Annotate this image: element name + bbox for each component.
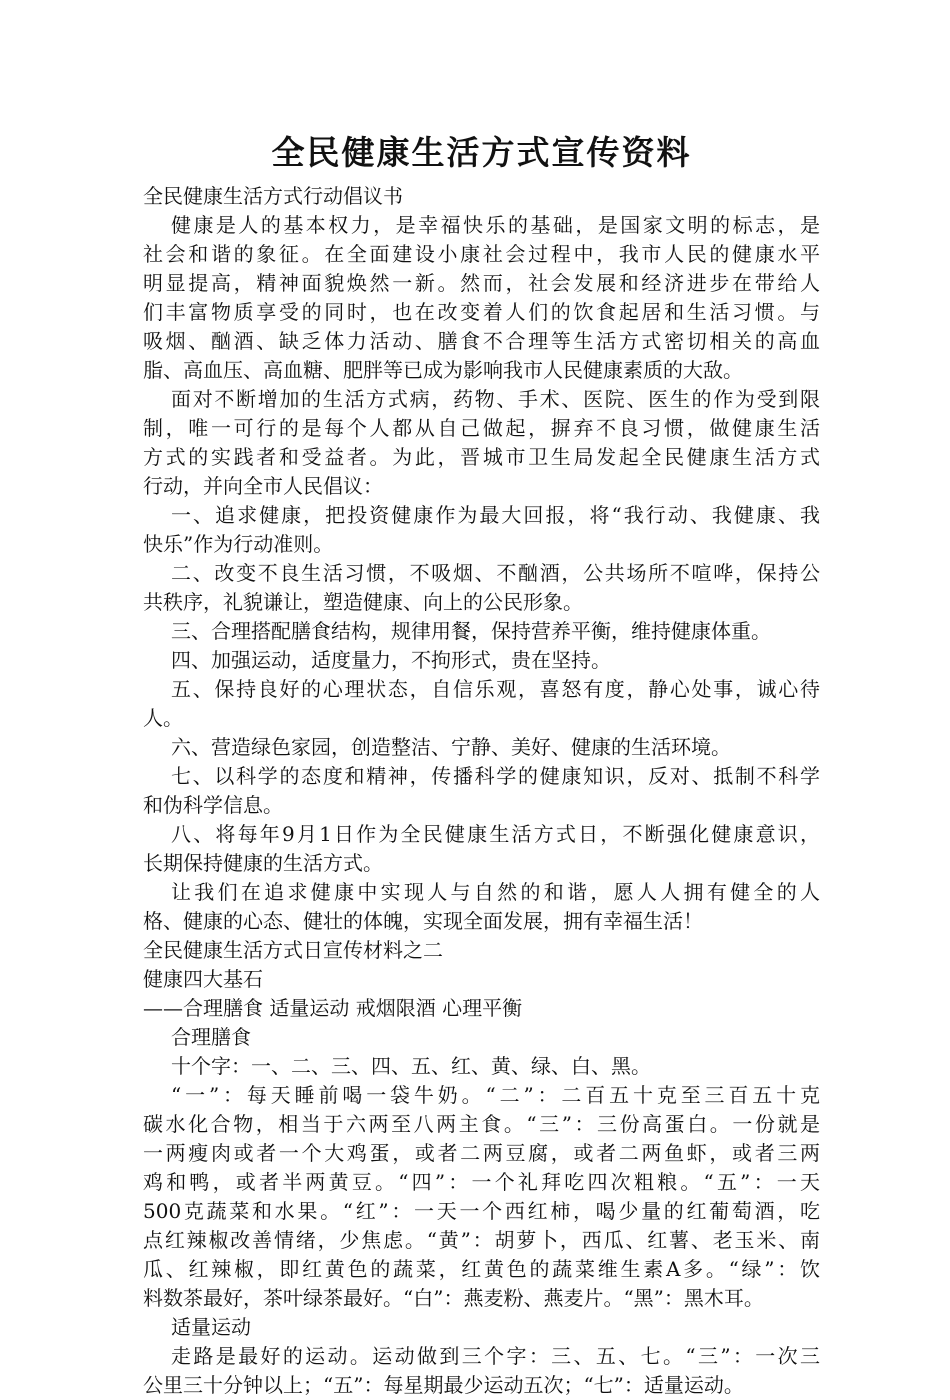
text-line: 料数茶最好，茶叶绿茶最好。“白”：燕麦粉、燕麦片。“黑”：黑木耳。 <box>143 1286 764 1310</box>
text-line: 方式的实践者和受益者。为此，晋城市卫生局发起全民健康生活方式 <box>143 445 820 469</box>
text-line: 瓜、红辣椒，即红黄色的蔬菜，红黄色的蔬菜维生素A多。“绿”：饮 <box>143 1257 820 1281</box>
text-line: 走路是最好的运动。运动做到三个字：三、五、七。“三”：一次三 <box>171 1344 820 1368</box>
text-line: 健康是人的基本权力，是幸福快乐的基础，是国家文明的标志，是 <box>171 213 820 237</box>
text-line: 全民健康生活方式行动倡议书 <box>143 184 403 208</box>
text-line: 十个字：一、二、三、四、五、红、黄、绿、白、黑。 <box>171 1054 651 1078</box>
text-line: 和伪科学信息。 <box>143 793 283 817</box>
text-line: 让我们在追求健康中实现人与自然的和谐，愿人人拥有健全的人 <box>171 880 820 904</box>
text-line: 点红辣椒改善情绪，少焦虑。“黄”：胡萝卜，西瓜、红薯、老玉米、南 <box>143 1228 820 1252</box>
text-line: 面对不断增加的生活方式病，药物、手术、医院、医生的作为受到限 <box>171 387 820 411</box>
text-line: 二、改变不良生活习惯，不吸烟、不酗酒，公共场所不喧哗，保持公 <box>171 561 820 585</box>
document-title: 全民健康生活方式宣传资料 <box>271 133 692 172</box>
text-line: 社会和谐的象征。在全面建设小康社会过程中，我市人民的健康水平 <box>143 242 820 266</box>
text-line: 四、加强运动，适度量力，不拘形式，贵在坚持。 <box>171 648 611 672</box>
text-line: 500克蔬菜和水果。“红”：一天一个西红柿，喝少量的红葡萄酒，吃 <box>143 1199 820 1223</box>
text-line: 人。 <box>143 706 183 730</box>
text-line: 长期保持健康的生活方式。 <box>143 851 383 875</box>
text-line: “一”：每天睡前喝一袋牛奶。“二”：二百五十克至三百五十克 <box>171 1083 820 1107</box>
text-line: 公里三十分钟以上；“五”：每星期最少运动五次；“七”：适量运动。 <box>143 1373 744 1397</box>
text-line: 一、追求健康，把投资健康作为最大回报，将“我行动、我健康、我 <box>171 503 820 527</box>
text-line: 七、以科学的态度和精神，传播科学的健康知识，反对、抵制不科学 <box>171 764 820 788</box>
text-line: 一两瘦肉或者一个大鸡蛋，或者二两豆腐，或者二两鱼虾，或者三两 <box>143 1141 820 1165</box>
text-line: 共秩序，礼貌谦让，塑造健康、向上的公民形象。 <box>143 590 583 614</box>
text-line: 合理膳食 <box>171 1025 251 1049</box>
text-line: 们丰富物质享受的同时，也在改变着人们的饮食起居和生活习惯。与 <box>143 300 820 324</box>
document-body <box>143 182 820 1400</box>
text-line: 全民健康生活方式日宣传材料之二 <box>143 938 443 962</box>
text-line: 明显提高，精神面貌焕然一新。然而，社会发展和经济进步在带给人 <box>143 271 820 295</box>
text-line: 行动，并向全市人民倡议： <box>143 474 383 498</box>
text-line: 适量运动 <box>171 1315 251 1339</box>
text-line: 脂、高血压、高血糖、肥胖等已成为影响我市人民健康素质的大敌。 <box>143 358 743 382</box>
text-line: ——合理膳食 适量运动 戒烟限酒 心理平衡 <box>143 996 523 1020</box>
text-line: 鸡和鸭，或者半两黄豆。“四”：一个礼拜吃四次粗粮。“五”：一天 <box>143 1170 820 1194</box>
text-line: 健康四大基石 <box>143 967 263 991</box>
text-line: 五、保持良好的心理状态，自信乐观，喜怒有度，静心处事，诚心待 <box>171 677 820 701</box>
text-line: 六、营造绿色家园，创造整洁、宁静、美好、健康的生活环境。 <box>171 735 731 759</box>
text-line: 吸烟、酗酒、缺乏体力活动、膳食不合理等生活方式密切相关的高血 <box>143 329 820 353</box>
text-line: 制，唯一可行的是每个人都从自己做起，摒弃不良习惯，做健康生活 <box>143 416 820 440</box>
text-line: 碳水化合物，相当于六两至八两主食。“三”：三份高蛋白。一份就是 <box>143 1112 820 1136</box>
text-line: 三、合理搭配膳食结构，规律用餐，保持营养平衡，维持健康体重。 <box>171 619 771 643</box>
text-line: 格、健康的心态、健壮的体魄，实现全面发展，拥有幸福生活！ <box>143 909 703 933</box>
text-line: 快乐”作为行动准则。 <box>143 532 334 556</box>
text-line: 八、将每年9月1日作为全民健康生活方式日，不断强化健康意识， <box>171 822 820 846</box>
